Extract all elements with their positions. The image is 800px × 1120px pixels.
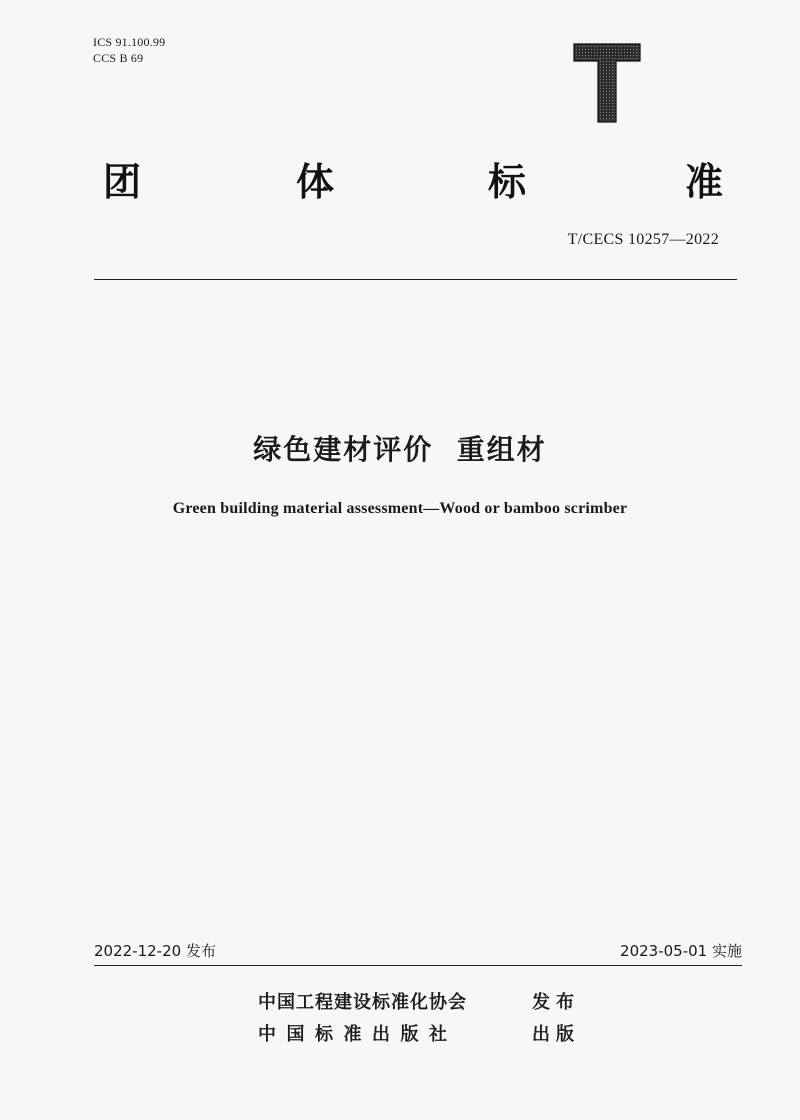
title-english: Green building material assessment—Wood or bamboo scrimber	[172, 500, 628, 517]
publisher-row	[258, 988, 598, 1014]
publisher-name: 中国工程建设标准化协会	[258, 992, 467, 1013]
effective-date: 2023-05-01 实施	[620, 942, 742, 960]
publisher-role: 出版	[532, 1024, 580, 1045]
ics-code: ICS 91.100.99	[93, 35, 166, 49]
issue-date: 2022-12-20 发布	[94, 942, 216, 960]
publisher-row	[258, 1020, 598, 1046]
standard-category-char: 标	[488, 160, 527, 204]
date-row	[94, 940, 742, 962]
standard-category-char: 团	[103, 160, 142, 204]
standard-number: T/CECS 10257—2022	[567, 231, 719, 248]
title-chinese: 绿色建材评价 重组材	[253, 433, 547, 466]
standard-category-heading	[100, 152, 740, 212]
standard-category-char: 体	[296, 160, 335, 204]
footer-divider	[94, 965, 742, 966]
publisher-role: 发布	[532, 992, 580, 1013]
t-group-standard-logo-icon	[572, 42, 642, 124]
classification-codes	[93, 34, 165, 66]
ccs-code: CCS B 69	[93, 51, 144, 65]
publisher-name: 中国标准出版社	[258, 1024, 458, 1045]
header-divider	[94, 279, 737, 280]
standard-category-char: 准	[685, 160, 724, 204]
